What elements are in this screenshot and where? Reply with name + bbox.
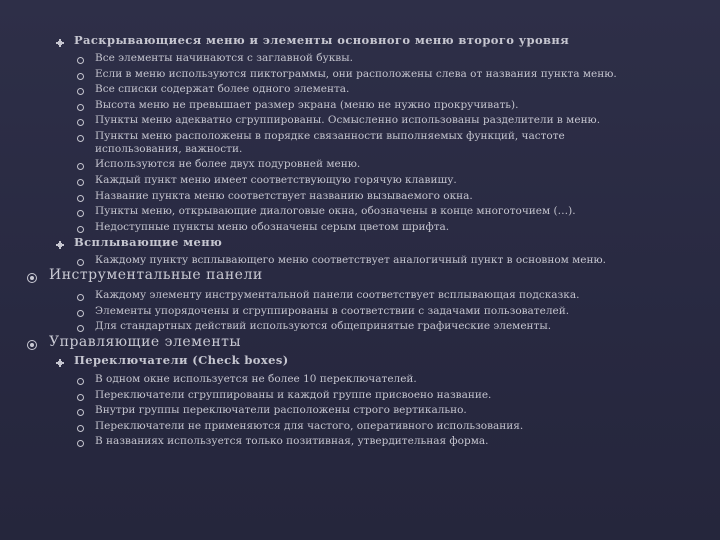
bullet-level3-icon [77,73,84,80]
heading-controls: Управляющие элементы [49,334,242,350]
bullet-level3-icon [77,394,84,401]
list-item: Каждый пункт меню имеет соответствующую горячую клавишу. [95,174,457,186]
bullet-level3-icon [77,226,84,233]
list-item: В названиях используется только позитивная, утвердительная форма. [95,435,489,447]
bullet-level3-icon [77,409,84,416]
bullet-level3-icon [77,425,84,432]
list-item: Недоступные пункты меню обозначены серым цветом шрифта. [95,221,450,233]
bullet-level1-icon [27,340,37,350]
list-item-continuation: использования, важности. [95,143,243,155]
bullet-level3-icon [77,119,84,126]
list-item: Все списки содержат более одного элемента. [95,83,350,95]
list-item: Каждому элементу инструментальной панели соответствует всплывающая подсказка. [95,289,580,301]
bullet-level3-icon [77,440,84,447]
list-item: Высота меню не превышает размер экрана (меню не нужно прокручивать). [95,99,519,111]
section-title: Раскрывающиеся меню и элементы основного меню второго уровня [74,33,570,47]
bullet-level3-icon [77,179,84,186]
list-item: Название пункта меню соответствует названию вызываемого окна. [95,190,473,202]
subsection-title: Переключатели (Check boxes) [74,353,289,367]
list-item: Переключатели сгруппированы и каждой группе присвоено название. [95,389,492,401]
list-item: Используются не более двух подуровней меню. [95,158,361,170]
list-item: Внутри группы переключатели расположены строго вертикально. [95,404,467,416]
section-title: Всплывающие меню [74,235,223,249]
bullet-level2-icon [58,41,62,45]
bullet-level3-icon [77,135,84,142]
bullet-level3-icon [77,259,84,266]
bullet-level3-icon [77,378,84,385]
heading-toolbars: Инструментальные панели [49,267,263,283]
list-item: Пункты меню, открывающие диалоговые окна, обозначены в конце многоточием (…). [95,205,576,217]
list-item: Для стандартных действий используются общепринятые графические элементы. [95,320,552,332]
bullet-level3-icon [77,104,84,111]
list-item: Переключатели не применяются для частого, оперативного использования. [95,420,524,432]
list-item: Пункты меню адекватно сгруппированы. Осмысленно использованы разделители в меню. [95,114,601,126]
list-item: Если в меню используются пиктограммы, они расположены слева от названия пункта меню. [95,68,617,80]
bullet-level3-icon [77,57,84,64]
bullet-level3-icon [77,88,84,95]
list-item: Элементы упорядочены и сгруппированы в соответствии с задачами пользователей. [95,305,570,317]
bullet-level2-icon [58,361,62,365]
bullet-level3-icon [77,294,84,301]
bullet-level2-icon [58,243,62,247]
list-item: Каждому пункту всплывающего меню соответствует аналогичный пункт в основном меню. [95,254,606,266]
bullet-level3-icon [77,210,84,217]
list-item: Пункты меню расположены в порядке связанности выполняемых функций, частоте [95,130,565,142]
bullet-level3-icon [77,163,84,170]
bullet-level3-icon [77,310,84,317]
list-item: Все элементы начинаются с заглавной буквы. [95,52,353,64]
bullet-level3-icon [77,325,84,332]
list-item: В одном окне используется не более 10 переключателей. [95,373,417,385]
bullet-level3-icon [77,195,84,202]
bullet-level1-icon [27,273,37,283]
